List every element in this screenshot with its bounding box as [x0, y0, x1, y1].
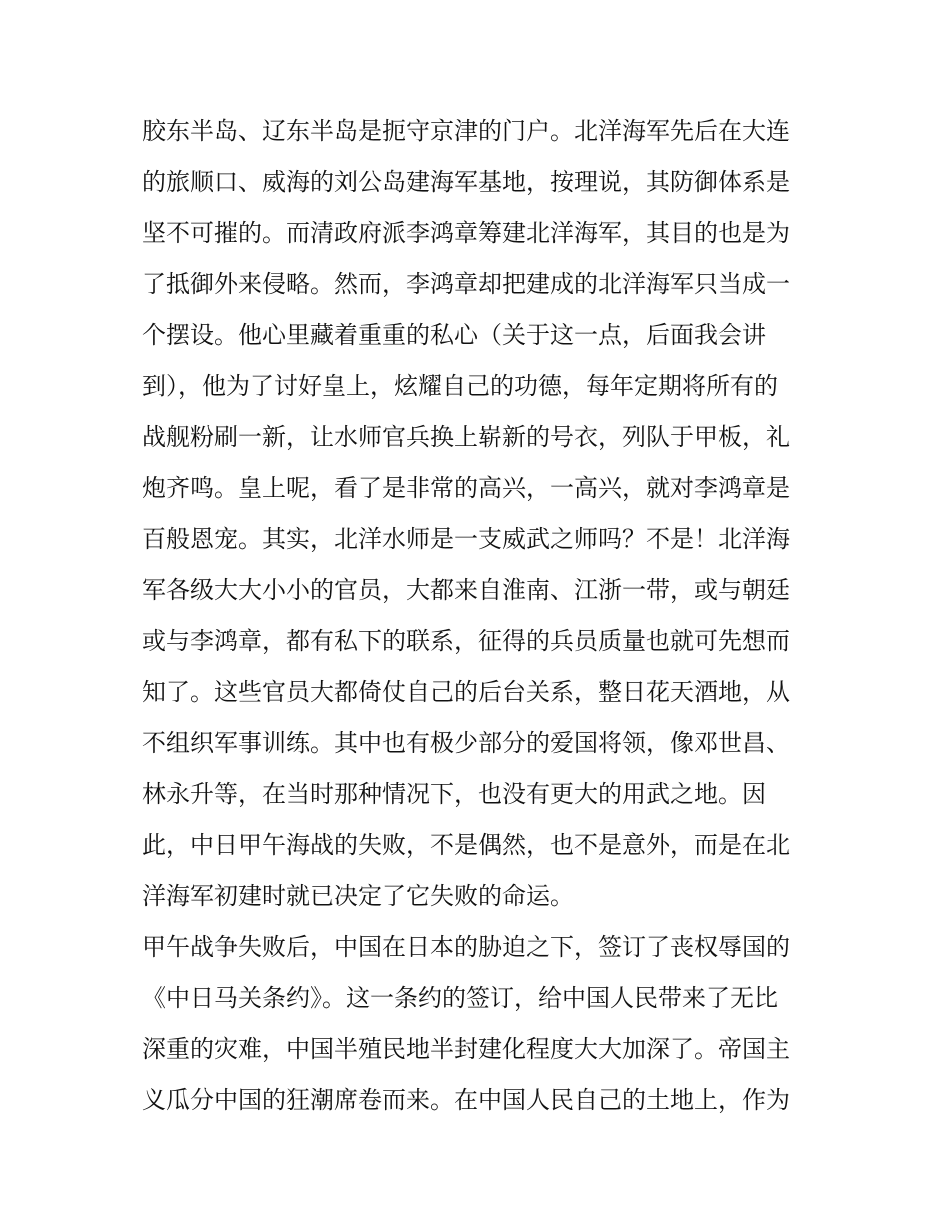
text-line: 到），他为了讨好皇上，炫耀自己的功德，每年定期将所有的: [142, 372, 778, 400]
text-line: 胶东半岛、辽东半岛是扼守京津的门户。北洋海军先后在大连: [142, 117, 790, 145]
text-line: 义瓜分中国的狂潮席卷而来。在中国人民自己的土地上，作为: [142, 1086, 790, 1114]
text-line: 甲午战争失败后，中国在日本的胁迫之下，签订了丧权辱国的: [142, 933, 790, 961]
text-line: 或与李鸿章，都有私下的联系，征得的兵员质量也就可先想而: [142, 627, 790, 655]
text-line: 军各级大大小小的官员，大都来自淮南、江浙一带，或与朝廷: [142, 576, 790, 604]
text-line: 的旅顺口、威海的刘公岛建海军基地，按理说，其防御体系是: [142, 168, 790, 196]
text-line: 深重的灾难，中国半殖民地半封建化程度大大加深了。帝国主: [142, 1035, 790, 1063]
text-line: 不组织军事训练。其中也有极少部分的爱国将领，像邓世昌、: [142, 729, 790, 757]
text-line: 坚不可摧的。而清政府派李鸿章筹建北洋海军，其目的也是为: [142, 219, 790, 247]
text-line: 了抵御外来侵略。然而，李鸿章却把建成的北洋海军只当成一: [142, 270, 790, 298]
paragraph-1: [142, 106, 822, 922]
text-line: 战舰粉刷一新，让水师官兵换上崭新的号衣，列队于甲板，礼: [142, 423, 790, 451]
text-line: 《中日马关条约》。这一条约的签订，给中国人民带来了无比: [142, 984, 778, 1012]
text-line: 此，中日甲午海战的失败，不是偶然，也不是意外，而是在北: [142, 831, 790, 859]
text-line: 炮齐鸣。皇上呢，看了是非常的高兴，一高兴，就对李鸿章是: [142, 474, 790, 502]
body-text: [142, 106, 822, 1126]
text-line: 林永升等，在当时那种情况下，也没有更大的用武之地。因: [142, 780, 766, 808]
text-line: 个摆设。他心里藏着重重的私心（关于这一点，后面我会讲: [142, 321, 766, 349]
text-line: 百般恩宠。其实，北洋水师是一支威武之师吗？不是！北洋海: [142, 525, 790, 553]
paragraph-2: [142, 922, 822, 1126]
text-line: 知了。这些官员大都倚仗自己的后台关系，整日花天酒地，从: [142, 678, 790, 706]
text-line: 洋海军初建时就已决定了它失败的命运。: [142, 882, 574, 910]
